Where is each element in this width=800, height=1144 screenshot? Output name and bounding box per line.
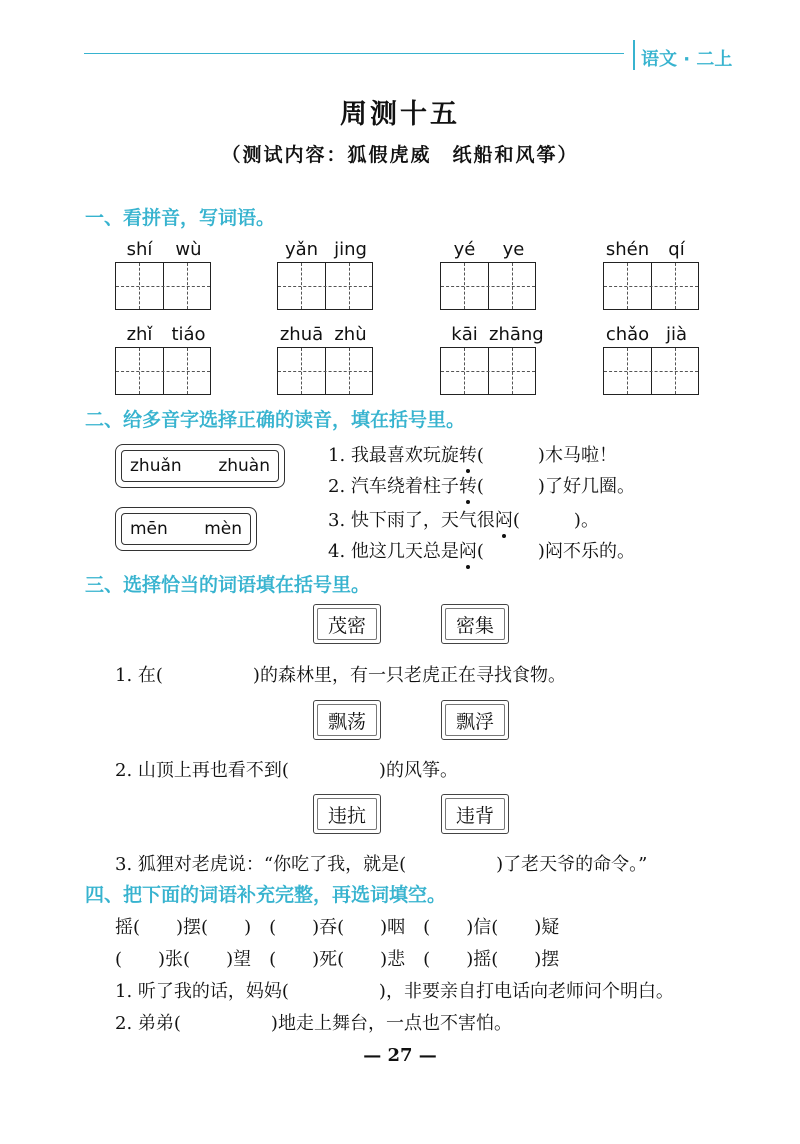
pinyin-3: yé ye	[453, 239, 525, 260]
polyphone-question-1: 1. 我最喜欢玩旋转( )木马啦！	[328, 441, 617, 467]
idiom-question-2: 2. 弟弟( )地走上舞台，一点也不害怕。	[115, 1013, 512, 1034]
pinyin-5: zhǐ tiáo	[126, 324, 206, 345]
idiom-row-1: 摇( )摆( ) ( )吞( )咽 ( )信( )疑	[115, 917, 560, 938]
section1-heading: 一、看拼音，写词语。	[85, 207, 276, 229]
writing-grid[interactable]	[603, 262, 699, 310]
writing-grid[interactable]	[115, 347, 211, 395]
pinyin-1: shí wù	[126, 239, 202, 260]
writing-grid[interactable]	[277, 262, 373, 310]
section4-heading: 四、把下面的词语补充完整，再选词填空。	[85, 884, 447, 906]
fill-question-2: 2. 山顶上再也看不到( )的风筝。	[115, 760, 458, 781]
word-option: 飘浮	[441, 700, 509, 740]
idiom-row-2: ( )张( )望 ( )死( )悲 ( )摇( )摆	[115, 949, 560, 970]
pinyin-2: yǎn jing	[284, 239, 367, 260]
polyphone-question-4: 4. 他这几天总是闷( )闷不乐的。	[328, 537, 635, 563]
polyphone-question-2: 2. 汽车绕着柱子转( )了好几圈。	[328, 472, 635, 498]
word-option: 茂密	[313, 604, 381, 644]
pronunciation-box-1	[115, 444, 285, 488]
pinyin-option: mēn	[130, 519, 168, 539]
pinyin-7: kāi zhāng	[451, 324, 544, 345]
writing-grid[interactable]	[603, 347, 699, 395]
idiom-question-1: 1. 听了我的话，妈妈( )，非要亲自打电话向老师问个明白。	[115, 981, 674, 1002]
pinyin-6: zhuā zhù	[279, 324, 367, 345]
writing-grid[interactable]	[115, 262, 211, 310]
page-title: 周测十五	[340, 99, 460, 130]
section3-heading: 三、选择恰当的词语填在括号里。	[85, 574, 371, 596]
pronunciation-box-2	[115, 507, 257, 551]
pinyin-option: mèn	[204, 519, 242, 539]
section2-heading: 二、给多音字选择正确的读音，填在括号里。	[85, 409, 466, 431]
pinyin-option: zhuǎn	[130, 456, 182, 476]
pinyin-8: chǎo jià	[605, 324, 688, 345]
header-rule	[84, 53, 624, 54]
page-subtitle: （测试内容：狐假虎威 纸船和风筝）	[221, 144, 579, 166]
writing-grid[interactable]	[440, 347, 536, 395]
header-label: 语文 · 二上	[641, 49, 733, 70]
fill-question-1: 1. 在( )的森林里，有一只老虎正在寻找食物。	[115, 665, 566, 686]
polyphone-question-3: 3. 快下雨了，天气很闷( )。	[328, 506, 599, 532]
word-option: 密集	[441, 604, 509, 644]
fill-question-3: 3. 狐狸对老虎说：“你吃了我，就是( )了老天爷的命令。”	[115, 854, 648, 875]
pinyin-4: shén qí	[605, 239, 685, 260]
word-option: 违背	[441, 794, 509, 834]
page-number: — 27 —	[363, 1045, 437, 1066]
writing-grid[interactable]	[440, 262, 536, 310]
writing-grid[interactable]	[277, 347, 373, 395]
pinyin-option: zhuàn	[218, 456, 270, 476]
word-option: 违抗	[313, 794, 381, 834]
header-separator	[633, 40, 635, 70]
word-option: 飘荡	[313, 700, 381, 740]
